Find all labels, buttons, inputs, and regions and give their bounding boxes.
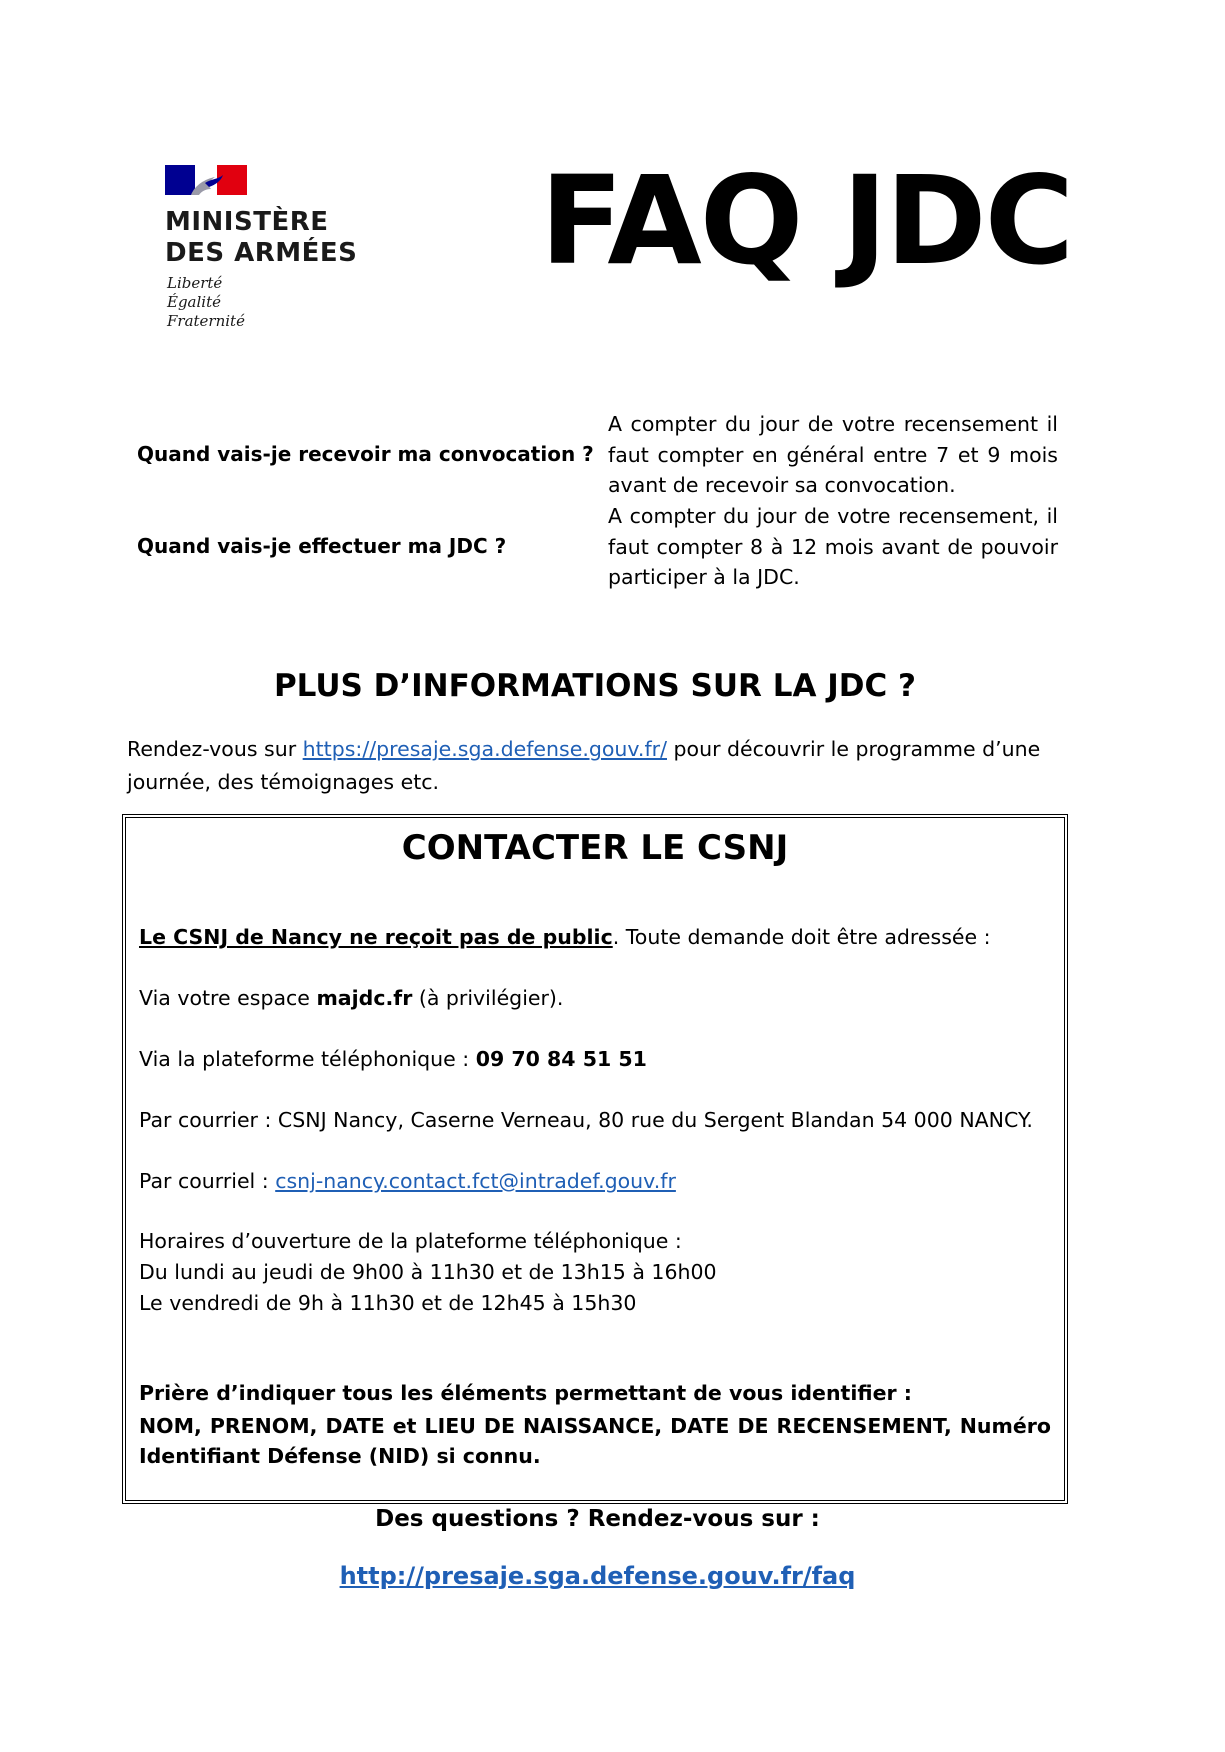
motto-fraternite: Fraternité — [167, 312, 245, 330]
contact-phone — [139, 1047, 647, 1071]
hours-fri: Le vendredi de 9h à 11h30 et de 12h45 à 15h30 — [139, 1291, 637, 1315]
majdc-site: majdc.fr — [316, 986, 413, 1010]
motto-liberte: Liberté — [167, 274, 223, 292]
motto-egalite: Égalité — [167, 293, 221, 311]
info-text-after: pour découvrir le programme d’une journée, des témoignages etc. — [127, 737, 1041, 794]
faq-link[interactable]: http://presaje.sga.defense.gouv.fr/faq — [339, 1562, 856, 1590]
contact-box — [125, 817, 1065, 1501]
ministry-logo — [165, 165, 365, 340]
email-link[interactable]: csnj-nancy.contact.fct@intradef.gouv.fr — [275, 1169, 676, 1193]
contact-espace — [139, 986, 563, 1010]
contact-email-prefix: Par courriel : — [139, 1169, 276, 1193]
info-text-before: Rendez-vous sur — [127, 737, 303, 761]
info-text — [127, 733, 1087, 799]
contact-mail-address: Par courrier : CSNJ Nancy, Caserne Verneau, 80 rue du Sergent Blandan 54 000 NANCY. — [139, 1108, 1033, 1132]
ident-fields: NOM, PRENOM, DATE et LIEU DE NAISSANCE, DATE DE RECENSEMENT, Numéro Identifiant Défense (NID) si connu. — [139, 1414, 1051, 1468]
contact-phone-prefix: Via la plateforme téléphonique : — [139, 1047, 476, 1071]
faq-answer-jdc: A compter du jour de votre recensement, il faut compter 8 à 12 mois avant de pouvoir participer à la JDC. — [608, 504, 1058, 589]
hours-mon-thu: Du lundi au jeudi de 9h00 à 11h30 et de 13h15 à 16h00 — [139, 1260, 717, 1284]
contact-title: CONTACTER LE CSNJ — [401, 828, 789, 868]
hours-title: Horaires d’ouverture de la plateforme téléphonique : — [139, 1229, 682, 1253]
contact-espace-suffix: (à privilégier). — [412, 986, 564, 1010]
ident-title: Prière d’indiquer tous les éléments permettant de vous identifier : — [139, 1381, 912, 1405]
info-heading: PLUS D’INFORMATIONS SUR LA JDC ? — [273, 668, 917, 704]
page-title: FAQ JDC — [540, 150, 1073, 292]
ministry-name-line1: MINISTÈRE — [165, 207, 329, 237]
faq-answer-convocation: A compter du jour de votre recensement il faut compter en général entre 7 et 9 mois avant de recevoir sa convocation. — [608, 412, 1058, 497]
faq-question-convocation: Quand vais-je recevoir ma convocation ? — [137, 442, 594, 466]
marianne-flag-icon — [165, 165, 247, 195]
contact-espace-prefix: Via votre espace — [139, 986, 317, 1010]
presaje-link[interactable]: https://presaje.sga.defense.gouv.fr/ — [302, 737, 667, 761]
footer-question: Des questions ? Rendez-vous sur : — [375, 1506, 820, 1532]
contact-email — [139, 1169, 676, 1193]
contact-intro-underlined: Le CSNJ de Nancy ne reçoit pas de public — [139, 925, 613, 949]
faq-question-jdc: Quand vais-je effectuer ma JDC ? — [137, 534, 507, 558]
contact-intro-rest: . Toute demande doit être adressée : — [612, 925, 991, 949]
phone-number: 09 70 84 51 51 — [475, 1047, 647, 1071]
ministry-name-line2: DES ARMÉES — [165, 238, 358, 268]
contact-intro — [139, 925, 991, 949]
